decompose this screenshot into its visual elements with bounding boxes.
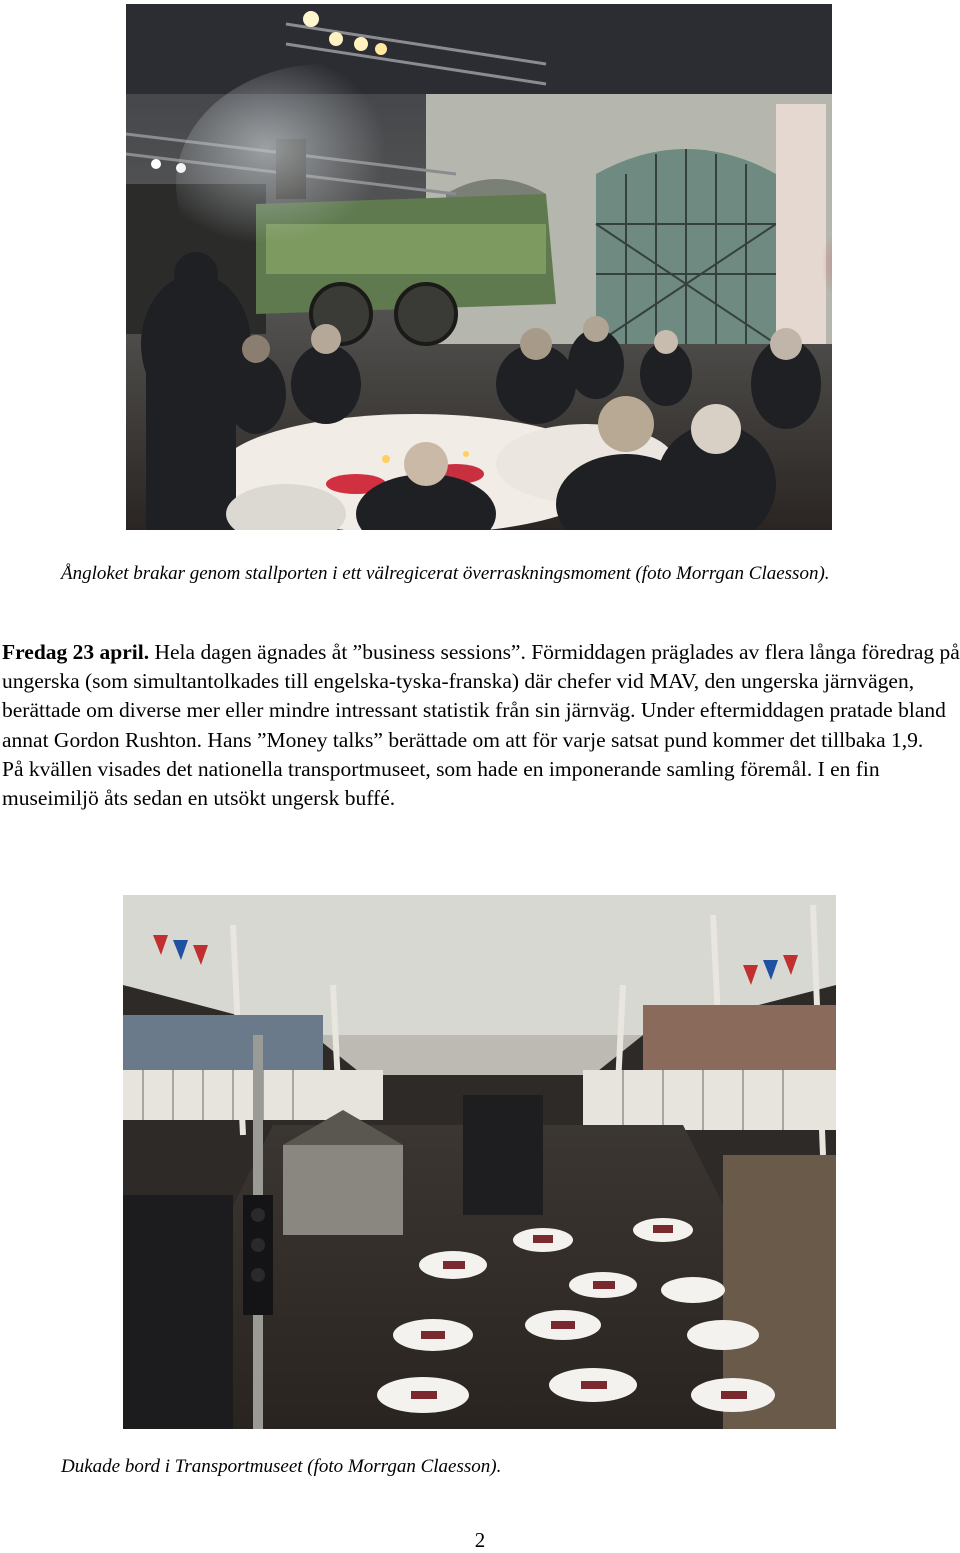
paragraph-friday-date: Fredag 23 april. [2, 640, 150, 664]
photo-1-caption: Ångloket brakar genom stallporten i ett välregicerat överraskningsmoment (foto Morrgan Claesson). [61, 563, 830, 584]
photo-transport-museum [123, 895, 836, 1429]
page-number: 2 [474, 1528, 486, 1552]
photo-2-caption: Dukade bord i Transportmuseet (foto Morrgan Claesson). [61, 1456, 502, 1477]
paragraph-friday-text: Hela dagen ägnades åt ”business sessions”. Förmiddagen präglades av flera långa föredrag på ungerska (som simultantolkades till engelska-tyska-franska) där chefer vid MAV, den ungerska järnvägen, berättade om diverse mer eller mindre intressant statistik från sin järnväg. Under eftermiddagen pratade bland annat Gordon Rushton. Hans ”Money talks” berättade om att för varje satsat pund kommer det tillbaka 1,9. [2, 640, 960, 752]
article-body [2, 638, 960, 813]
photo-locomotive-banquet [126, 4, 832, 530]
paragraph-friday [2, 638, 960, 755]
photo-locomotive-banquet-image [126, 4, 832, 530]
photo-transport-museum-image [123, 895, 836, 1429]
paragraph-evening: På kvällen visades det nationella transportmuseet, som hade en imponerande samling föremål. I en fin museimiljö åts sedan en utsökt ungersk buffé. [2, 756, 880, 811]
